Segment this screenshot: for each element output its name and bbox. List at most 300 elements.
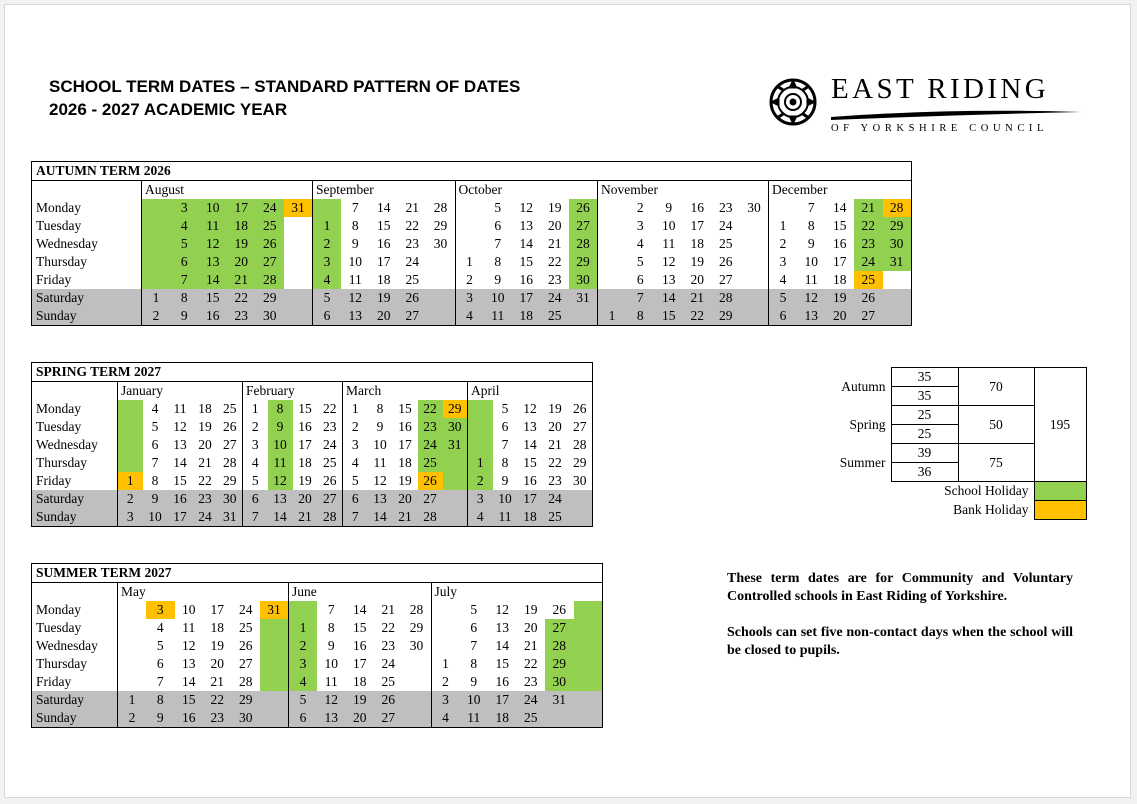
- day-cell: 3: [343, 436, 368, 454]
- day-cell: 14: [523, 437, 537, 452]
- day-cell: 12: [523, 401, 537, 416]
- day-cell: 28: [712, 289, 741, 307]
- day-cell: 5: [343, 472, 368, 490]
- day-cell: 16: [377, 236, 391, 251]
- day-cell: 9: [376, 419, 384, 434]
- day-cell: 9: [146, 709, 175, 728]
- day-cell: 9: [494, 272, 502, 287]
- day-label: Thursday: [32, 454, 118, 472]
- day-cell: 1: [142, 289, 171, 307]
- day-label: Friday: [32, 271, 142, 289]
- day-cell: 23: [548, 272, 562, 287]
- swoosh-line: [831, 111, 1081, 120]
- month-header: April: [468, 382, 593, 401]
- day-cell: 3: [769, 253, 798, 271]
- day-cell: 15: [523, 455, 537, 470]
- day-cell: 13: [341, 307, 370, 326]
- day-cell: 12: [317, 691, 346, 709]
- day-cell: 30: [256, 307, 285, 326]
- day-cell: 1: [598, 307, 627, 326]
- day-cell: 1: [343, 400, 368, 418]
- day-cell: 9: [351, 236, 359, 251]
- day-cell: 30: [443, 418, 468, 436]
- day-cell: 22: [418, 400, 443, 418]
- day-cell: 10: [493, 490, 518, 508]
- day-cell: 23: [524, 674, 538, 689]
- day-cell: 11: [493, 508, 518, 527]
- day-cell: 25: [543, 508, 568, 527]
- day-cell: 9: [470, 674, 478, 689]
- day-cell: 29: [256, 289, 285, 307]
- day-cell: [468, 400, 493, 418]
- half-term-days: 25: [891, 406, 958, 425]
- day-cell: 13: [523, 419, 537, 434]
- day-cell: 4: [455, 307, 484, 326]
- day-cell: 14: [182, 674, 196, 689]
- day-cell: 15: [377, 218, 391, 233]
- day-cell: 23: [405, 236, 419, 251]
- day-cell: 15: [199, 289, 228, 307]
- day-cell: 25: [541, 307, 570, 326]
- day-cell: 22: [854, 217, 883, 235]
- day-cell: 26: [569, 199, 598, 217]
- day-cell: 13: [317, 709, 346, 728]
- day-cell: 10: [324, 656, 338, 671]
- day-cell: 3: [243, 436, 268, 454]
- day-cell: 12: [199, 235, 228, 253]
- day-cell: 4: [151, 401, 159, 416]
- day-cell: [545, 709, 574, 728]
- day-cell: 25: [405, 272, 419, 287]
- day-cell: 16: [353, 638, 367, 653]
- day-cell: 20: [210, 656, 224, 671]
- day-cell: 9: [665, 200, 673, 215]
- month-header: September: [313, 181, 456, 200]
- day-cell: 17: [353, 656, 367, 671]
- day-cell: [598, 289, 627, 307]
- day-cell: 11: [173, 401, 187, 416]
- day-cell: [403, 673, 432, 691]
- legend-label: School Holiday: [944, 483, 1029, 499]
- day-cell: 3: [146, 601, 175, 619]
- month-header: November: [598, 181, 769, 200]
- day-cell: [574, 637, 603, 655]
- day-cell: [427, 253, 456, 271]
- day-label: Tuesday: [32, 418, 118, 436]
- day-cell: 6: [313, 307, 342, 326]
- day-cell: 25: [418, 454, 443, 472]
- day-cell: 17: [488, 691, 517, 709]
- month-header: December: [769, 181, 912, 200]
- month-header: January: [118, 382, 243, 401]
- term-title: AUTUMN TERM 2026: [32, 162, 912, 181]
- day-cell: [455, 235, 484, 253]
- day-cell: [260, 673, 289, 691]
- month-header: June: [289, 583, 432, 602]
- day-cell: 4: [243, 454, 268, 472]
- day-cell: 6: [170, 253, 199, 271]
- day-cell: 13: [662, 272, 676, 287]
- day-cell: 14: [268, 508, 293, 527]
- day-cell: 9: [501, 473, 509, 488]
- day-cell: 29: [232, 691, 261, 709]
- day-cell: 13: [519, 218, 533, 233]
- day-label: Saturday: [32, 289, 142, 307]
- day-cell: 26: [323, 473, 337, 488]
- day-cell: 31: [218, 508, 243, 527]
- day-cell: 18: [227, 217, 256, 235]
- day-cell: 4: [343, 454, 368, 472]
- day-cell: 16: [690, 200, 704, 215]
- day-cell: 20: [548, 419, 562, 434]
- council-name: EAST RIDING: [831, 73, 1050, 105]
- day-cell: 13: [368, 490, 393, 508]
- day-cell: 31: [569, 289, 598, 307]
- summary-term-label: Spring: [849, 416, 886, 432]
- day-cell: 8: [151, 473, 159, 488]
- day-cell: 11: [199, 217, 228, 235]
- day-cell: [598, 271, 627, 289]
- day-cell: [118, 436, 143, 454]
- day-cell: 12: [373, 473, 387, 488]
- day-cell: 8: [351, 218, 359, 233]
- day-cell: 8: [327, 620, 335, 635]
- day-cell: 17: [518, 490, 543, 508]
- note-paragraph: Schools can set five non-contact days when the school will be closed to pupils.: [727, 625, 1073, 658]
- day-cell: [574, 601, 603, 619]
- day-cell: 13: [182, 656, 196, 671]
- day-cell: 25: [517, 709, 546, 728]
- day-cell: 21: [198, 455, 212, 470]
- day-cell: 14: [368, 508, 393, 527]
- day-cell: 25: [223, 401, 237, 416]
- term-days-summary: [825, 367, 1087, 520]
- term-title: SPRING TERM 2027: [32, 363, 593, 382]
- day-cell: 17: [298, 437, 312, 452]
- day-cell: 8: [170, 289, 199, 307]
- page: [4, 4, 1131, 798]
- day-cell: 17: [168, 508, 193, 527]
- day-cell: 27: [239, 656, 253, 671]
- day-label: Sunday: [32, 508, 118, 527]
- day-cell: 30: [747, 200, 761, 215]
- day-cell: 14: [519, 236, 533, 251]
- day-cell: 22: [683, 307, 712, 326]
- day-cell: 16: [495, 674, 509, 689]
- day-cell: [403, 655, 432, 673]
- day-cell: 29: [443, 400, 468, 418]
- day-cell: 19: [210, 638, 224, 653]
- day-cell: 4: [431, 709, 460, 728]
- day-cell: 11: [348, 272, 362, 287]
- day-cell: 3: [118, 508, 143, 527]
- day-cell: 18: [833, 272, 847, 287]
- day-cell: 14: [655, 289, 684, 307]
- month-header: May: [118, 583, 289, 602]
- day-cell: 1: [468, 454, 493, 472]
- day-cell: 5: [151, 419, 159, 434]
- day-cell: 28: [223, 455, 237, 470]
- day-cell: 31: [260, 601, 289, 619]
- day-cell: 26: [568, 400, 593, 418]
- day-cell: 7: [807, 200, 815, 215]
- day-cell: 15: [175, 691, 204, 709]
- day-cell: [598, 253, 627, 271]
- day-cell: 25: [239, 620, 253, 635]
- summary-term-label: Summer: [839, 454, 886, 470]
- day-cell: 1: [455, 253, 484, 271]
- day-cell: 20: [198, 437, 212, 452]
- day-cell: 22: [198, 473, 212, 488]
- day-cell: 6: [494, 218, 502, 233]
- day-cell: 26: [552, 602, 566, 617]
- day-cell: 19: [346, 691, 375, 709]
- day-cell: 5: [243, 472, 268, 490]
- day-cell: 30: [433, 236, 448, 251]
- day-cell: [142, 217, 171, 235]
- day-cell: 28: [883, 199, 912, 217]
- day-cell: [284, 289, 313, 307]
- day-cell: 20: [293, 490, 318, 508]
- day-cell: 15: [655, 307, 684, 326]
- day-cell: 23: [227, 307, 256, 326]
- day-cell: 8: [268, 400, 293, 418]
- day-cell: 15: [833, 218, 847, 233]
- day-cell: [118, 601, 147, 619]
- day-cell: 21: [548, 437, 562, 452]
- day-cell: [431, 637, 460, 655]
- day-cell: [118, 454, 143, 472]
- day-cell: [740, 253, 769, 271]
- day-cell: 15: [173, 473, 187, 488]
- half-term-days: 25: [891, 425, 958, 444]
- day-cell: 5: [494, 200, 502, 215]
- day-cell: 19: [227, 235, 256, 253]
- day-cell: 30: [545, 673, 574, 691]
- day-cell: 26: [223, 419, 237, 434]
- day-cell: 18: [398, 455, 412, 470]
- note-paragraph: These term dates are for Community and Voluntary Controlled schools in East Riding of Yorkshire.: [727, 571, 1073, 604]
- day-cell: 13: [173, 437, 187, 452]
- day-cell: 29: [569, 253, 598, 271]
- day-cell: 27: [719, 272, 733, 287]
- day-cell: 27: [374, 709, 403, 728]
- day-cell: [403, 691, 432, 709]
- day-cell: 26: [239, 638, 253, 653]
- day-cell: 7: [243, 508, 268, 527]
- day-cell: [574, 673, 603, 691]
- day-cell: 3: [455, 289, 484, 307]
- day-cell: 18: [518, 508, 543, 527]
- day-cell: 14: [353, 602, 367, 617]
- day-cell: 18: [488, 709, 517, 728]
- day-cell: 10: [662, 218, 676, 233]
- day-cell: 19: [198, 419, 212, 434]
- day-cell: 21: [854, 199, 883, 217]
- day-cell: [883, 289, 912, 307]
- day-cell: 23: [381, 638, 395, 653]
- notes: [727, 570, 1073, 678]
- day-cell: 24: [854, 253, 883, 271]
- day-cell: 17: [210, 602, 224, 617]
- day-cell: 12: [341, 289, 370, 307]
- day-cell: 19: [548, 200, 562, 215]
- day-label: Monday: [32, 601, 118, 619]
- day-cell: [443, 490, 468, 508]
- day-cell: 2: [769, 235, 798, 253]
- day-cell: 14: [173, 455, 187, 470]
- day-cell: 21: [405, 200, 419, 215]
- day-cell: 2: [455, 271, 484, 289]
- day-cell: 21: [524, 638, 538, 653]
- day-cell: 6: [470, 620, 478, 635]
- day-cell: 4: [468, 508, 493, 527]
- day-cell: 27: [569, 217, 598, 235]
- day-cell: 21: [381, 602, 395, 617]
- day-cell: 25: [323, 455, 337, 470]
- day-cell: 9: [807, 236, 815, 251]
- day-cell: 9: [327, 638, 335, 653]
- day-cell: 7: [343, 508, 368, 527]
- day-cell: 30: [218, 490, 243, 508]
- term-total-days: 70: [958, 368, 1034, 406]
- day-cell: 19: [826, 289, 855, 307]
- day-cell: 18: [377, 272, 391, 287]
- legend-label: Bank Holiday: [953, 502, 1029, 517]
- day-cell: 24: [256, 199, 285, 217]
- day-label: Thursday: [32, 655, 118, 673]
- day-cell: 13: [797, 307, 826, 326]
- day-cell: 30: [409, 638, 424, 653]
- day-cell: 17: [398, 437, 412, 452]
- day-cell: 19: [370, 289, 399, 307]
- day-cell: 24: [719, 218, 733, 233]
- day-cell: 31: [883, 253, 912, 271]
- day-cell: [427, 307, 456, 326]
- day-cell: 30: [569, 271, 598, 289]
- day-cell: 26: [256, 235, 285, 253]
- half-term-days: 36: [891, 463, 958, 482]
- day-cell: 17: [227, 199, 256, 217]
- day-cell: 13: [268, 490, 293, 508]
- day-cell: [468, 436, 493, 454]
- day-cell: [260, 691, 289, 709]
- day-cell: 10: [348, 254, 362, 269]
- day-cell: 3: [289, 655, 318, 673]
- day-cell: 20: [227, 253, 256, 271]
- day-cell: 26: [854, 289, 883, 307]
- day-cell: 24: [405, 254, 419, 269]
- day-cell: 7: [327, 602, 335, 617]
- day-cell: [598, 235, 627, 253]
- day-cell: 7: [501, 437, 509, 452]
- day-label: Sunday: [32, 709, 118, 728]
- day-cell: 16: [519, 272, 533, 287]
- day-cell: 23: [418, 418, 443, 436]
- day-cell: [118, 418, 143, 436]
- day-cell: 2: [468, 472, 493, 490]
- legend-swatch: [1034, 482, 1086, 501]
- day-cell: 1: [769, 217, 798, 235]
- day-cell: 28: [545, 637, 574, 655]
- day-cell: 1: [289, 619, 318, 637]
- day-cell: 19: [524, 602, 538, 617]
- half-term-days: 35: [891, 387, 958, 406]
- month-header: August: [142, 181, 313, 200]
- year-total-days: 195: [1034, 368, 1086, 482]
- day-cell: 4: [769, 271, 798, 289]
- day-cell: [427, 271, 456, 289]
- day-cell: [740, 289, 769, 307]
- day-cell: 19: [690, 254, 704, 269]
- day-cell: 7: [470, 638, 478, 653]
- rose-icon: [771, 80, 815, 124]
- day-cell: [455, 217, 484, 235]
- day-cell: 24: [418, 436, 443, 454]
- day-cell: 28: [409, 602, 424, 617]
- day-cell: 23: [323, 419, 337, 434]
- day-cell: 10: [182, 602, 196, 617]
- day-cell: 11: [804, 272, 818, 287]
- legend-swatch: [1034, 501, 1086, 520]
- day-cell: 27: [223, 437, 237, 452]
- day-cell: 11: [484, 307, 513, 326]
- day-cell: 19: [298, 473, 312, 488]
- day-cell: [289, 601, 318, 619]
- day-cell: 9: [170, 307, 199, 326]
- day-cell: 8: [626, 307, 655, 326]
- day-cell: [443, 472, 468, 490]
- day-cell: 23: [548, 473, 562, 488]
- day-cell: 15: [298, 401, 312, 416]
- day-cell: 25: [854, 271, 883, 289]
- day-cell: 8: [470, 656, 478, 671]
- day-cell: 28: [418, 508, 443, 527]
- day-cell: 2: [431, 673, 460, 691]
- day-cell: 16: [199, 307, 228, 326]
- day-cell: 29: [223, 473, 237, 488]
- day-cell: 30: [232, 709, 261, 728]
- day-cell: [574, 655, 603, 673]
- day-cell: 17: [377, 254, 391, 269]
- day-cell: [260, 637, 289, 655]
- day-cell: 10: [199, 199, 228, 217]
- day-cell: 15: [353, 620, 367, 635]
- day-cell: 18: [512, 307, 541, 326]
- day-cell: 7: [151, 455, 159, 470]
- day-cell: 14: [833, 200, 847, 215]
- day-cell: 11: [182, 620, 196, 635]
- day-cell: 23: [719, 200, 733, 215]
- day-cell: [740, 217, 769, 235]
- day-cell: [574, 709, 603, 728]
- day-cell: 11: [373, 455, 387, 470]
- day-cell: 18: [198, 401, 212, 416]
- day-label: Tuesday: [32, 217, 142, 235]
- day-cell: 9: [143, 490, 168, 508]
- half-term-days: 39: [891, 444, 958, 463]
- day-cell: 16: [398, 419, 412, 434]
- day-cell: 24: [543, 490, 568, 508]
- day-cell: 28: [318, 508, 343, 527]
- day-cell: [260, 709, 289, 728]
- day-cell: 10: [460, 691, 489, 709]
- day-cell: 19: [548, 401, 562, 416]
- day-cell: 16: [833, 236, 847, 251]
- day-cell: [142, 235, 171, 253]
- day-cell: [568, 508, 593, 527]
- summary-term-label: Autumn: [841, 378, 886, 394]
